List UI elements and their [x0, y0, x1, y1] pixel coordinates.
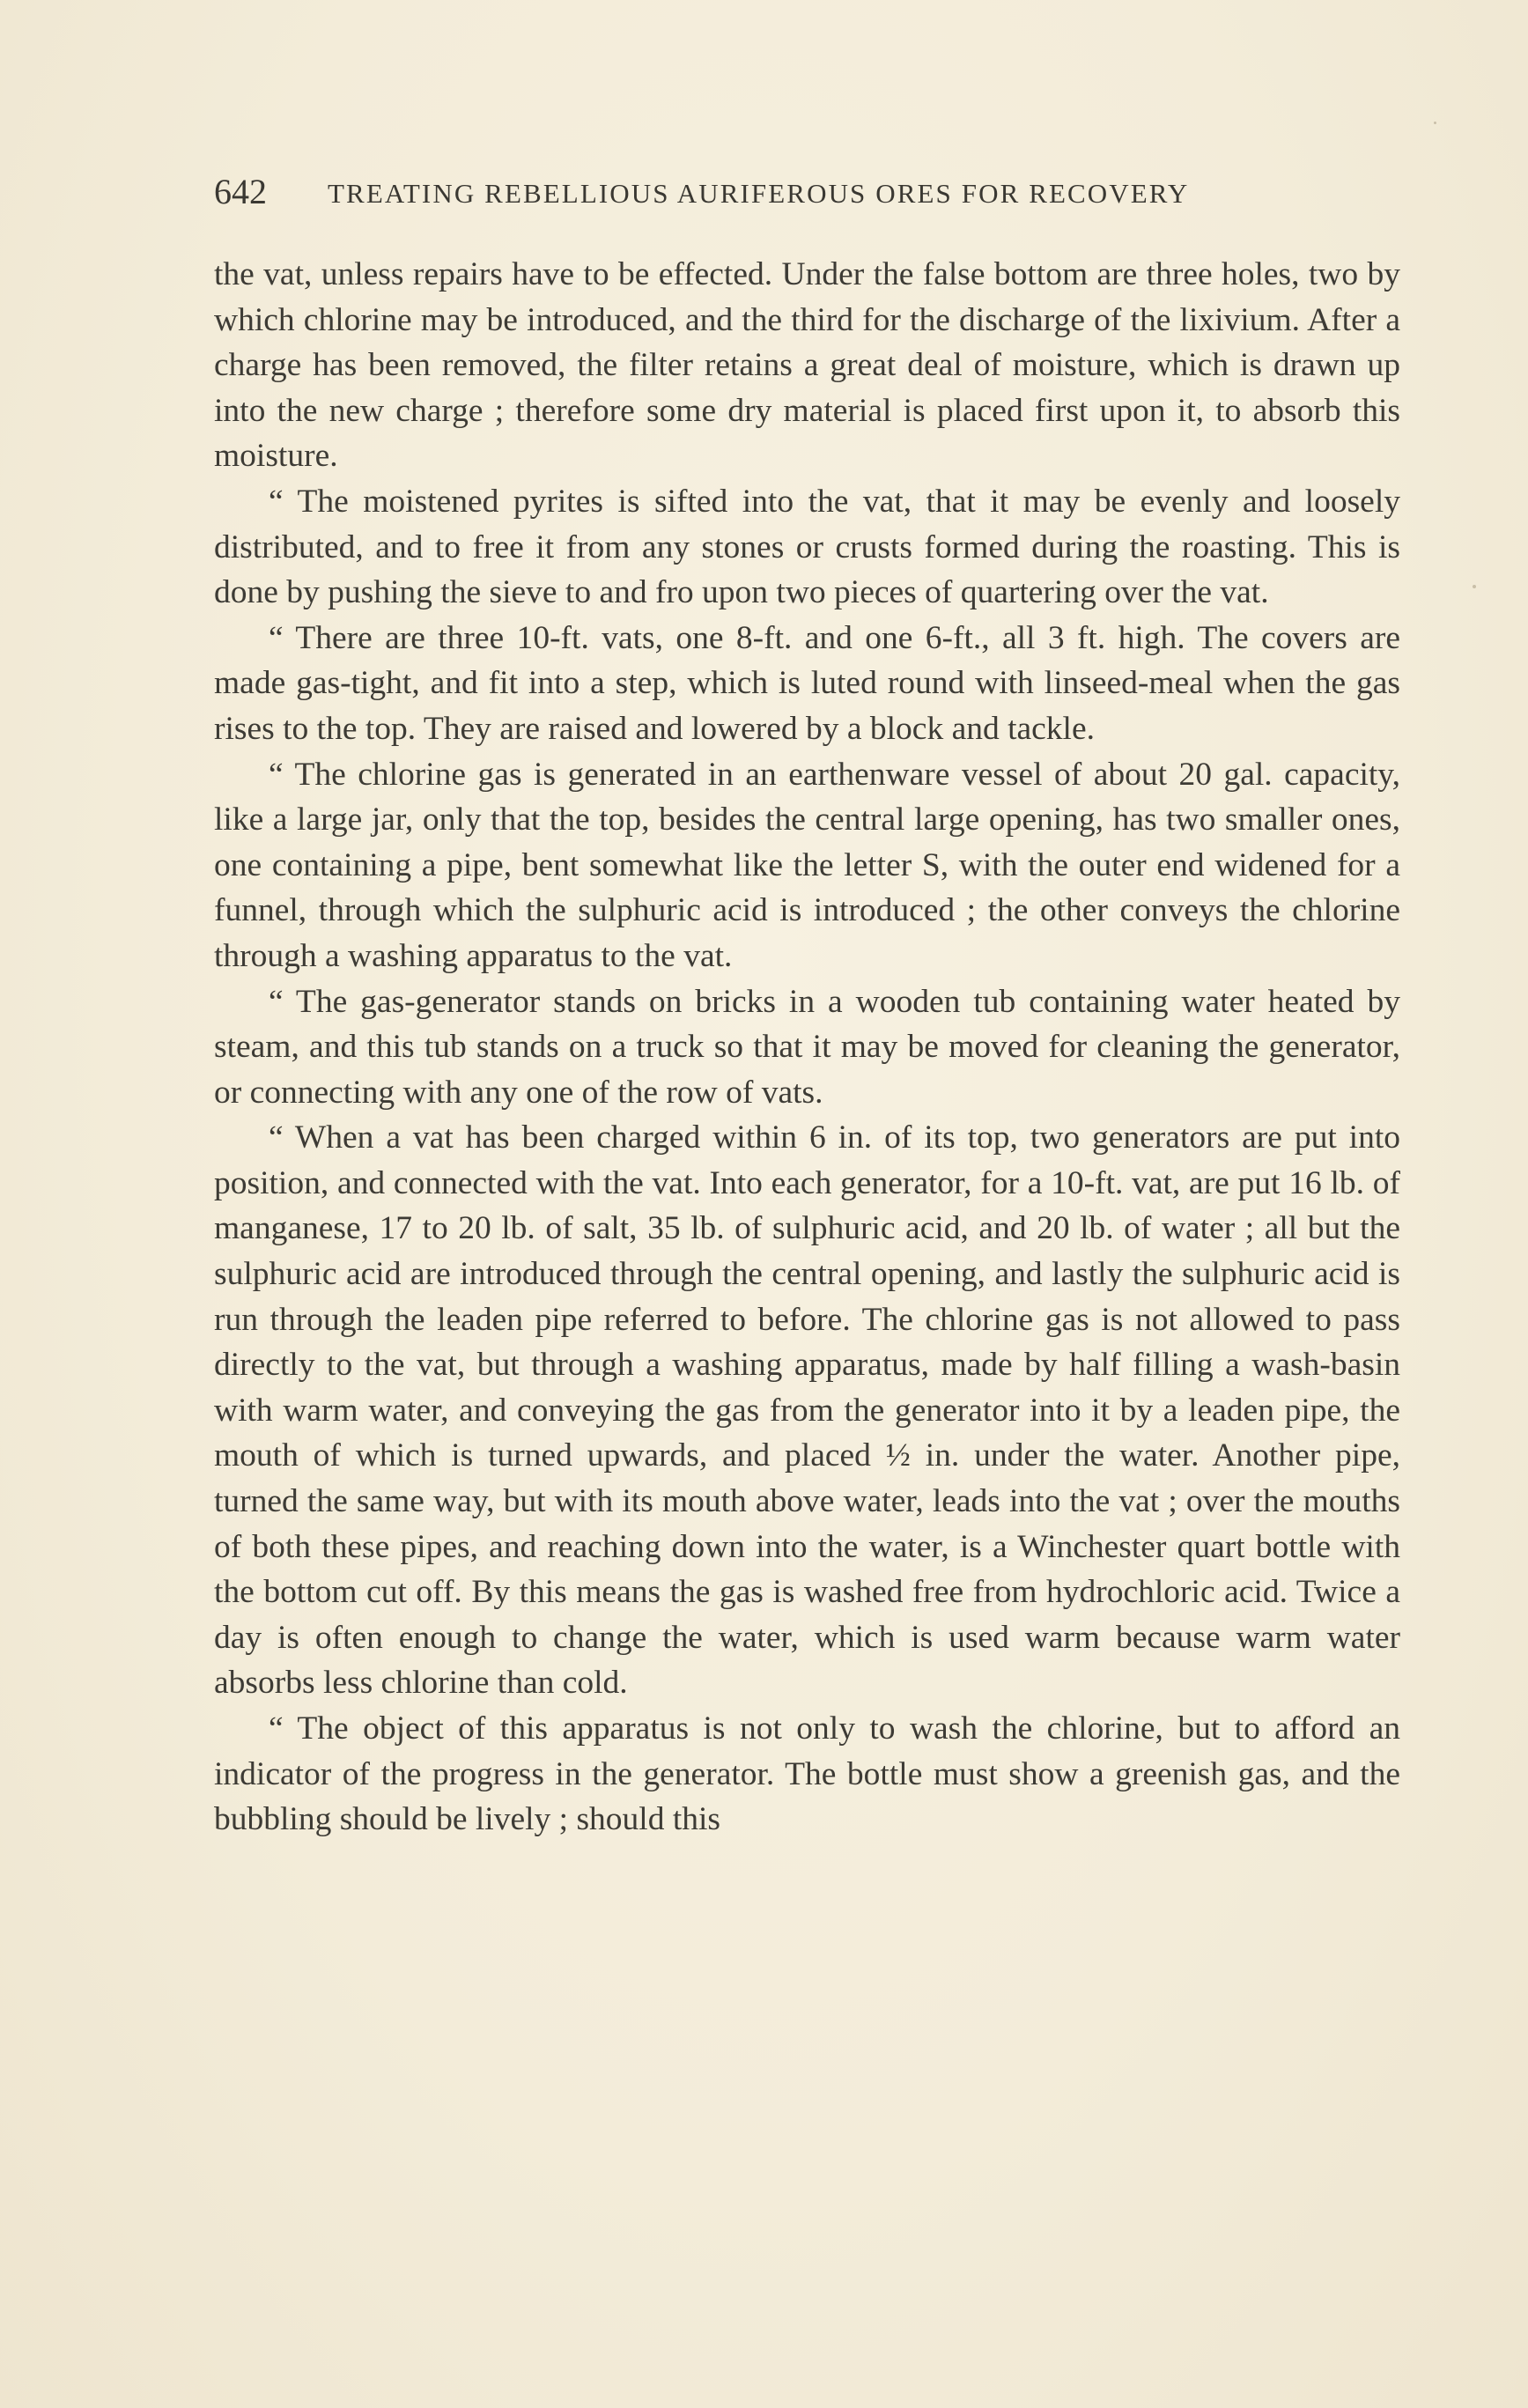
page-header — [214, 169, 1341, 215]
paragraph-gas-generator-tub: “ The gas-generator stands on bricks in a wooden tub containing water heated by steam, and this tub stands on a truck so that it may be moved for cleaning the generator, or connecting with any one of the row of vats. — [214, 983, 1400, 1111]
paragraph-washing-apparatus: “ The object of this apparatus is not only to wash the chlorine, but to afford an indicator of the progress in the generator. The bottle must show a greenish gas, and the bubbling should be lively ; should this — [214, 1710, 1400, 1838]
page-number: 642 — [214, 172, 267, 211]
body-text — [214, 252, 1400, 1843]
running-head: TREATING REBELLIOUS AURIFEROUS ORES FOR RECOVERY — [328, 178, 1190, 209]
paper-speck — [1434, 122, 1436, 124]
paper-speck — [1473, 585, 1476, 588]
paragraph-chlorine-generator: “ The chlorine gas is generated in an earthenware vessel of about 20 gal. capacity, like a large jar, only that the top, besides the central large opening, has two smaller ones, one containing a pipe, bent somewhat like the letter S, with the outer end widened for a funnel, through which the sulphuric acid is introduced ; the other conveys the chlorine through a washing apparatus to the vat. — [214, 756, 1400, 974]
paragraph-continuation: the vat, unless repairs have to be effected. Under the false bottom are three holes, two by which chlorine may be introduced, and the third for the discharge of the lixivium. After a charge has been removed, the filter retains a great deal of moisture, which is drawn up into the new charge ; therefore some dry material is placed first upon it, to absorb this moisture. — [214, 256, 1400, 475]
paragraph-sifting-pyrites: “ The moistened pyrites is sifted into the vat, that it may be evenly and loosely distributed, and to free it from any stones or crusts formed during the roasting. This is done by pushing the sieve to and fro upon two pieces of quartering over the vat. — [214, 483, 1400, 611]
paragraph-vats: “ There are three 10-ft. vats, one 8-ft. and one 6-ft., all 3 ft. high. The covers are made gas-tight, and fit into a step, which is luted round with linseed-meal when the gas rises to the top. They are raised and lowered by a block and tackle. — [214, 619, 1400, 747]
paragraph-charging-vat: “ When a vat has been charged within 6 in. of its top, two generators are put into position, and connected with the vat. Into each generator, for a 10-ft. vat, are put 16 lb. of manganese, 17 to 20 lb. of salt, 35 lb. of sulphuric acid, and 20 lb. of water ; all but the sulphuric acid are introduced through the central opening, and lastly the sulphuric acid is run through the leaden pipe referred to before. The chlorine gas is not allowed to pass directly to the vat, but through a washing apparatus, made by half filling a wash-basin with warm water, and conveying the gas from the generator into it by a leaden pipe, the mouth of which is turned upwards, and placed ½ in. under the water. Another pipe, turned the same way, but with its mouth above water, leads into the vat ; over the mouths of both these pipes, and reaching down into the water, is a Winchester quart bottle with the bottom cut off. By this means the gas is washed free from hydrochloric acid. Twice a day is often enough to change the water, which is used warm because warm water absorbs less chlorine than cold. — [214, 1119, 1400, 1702]
